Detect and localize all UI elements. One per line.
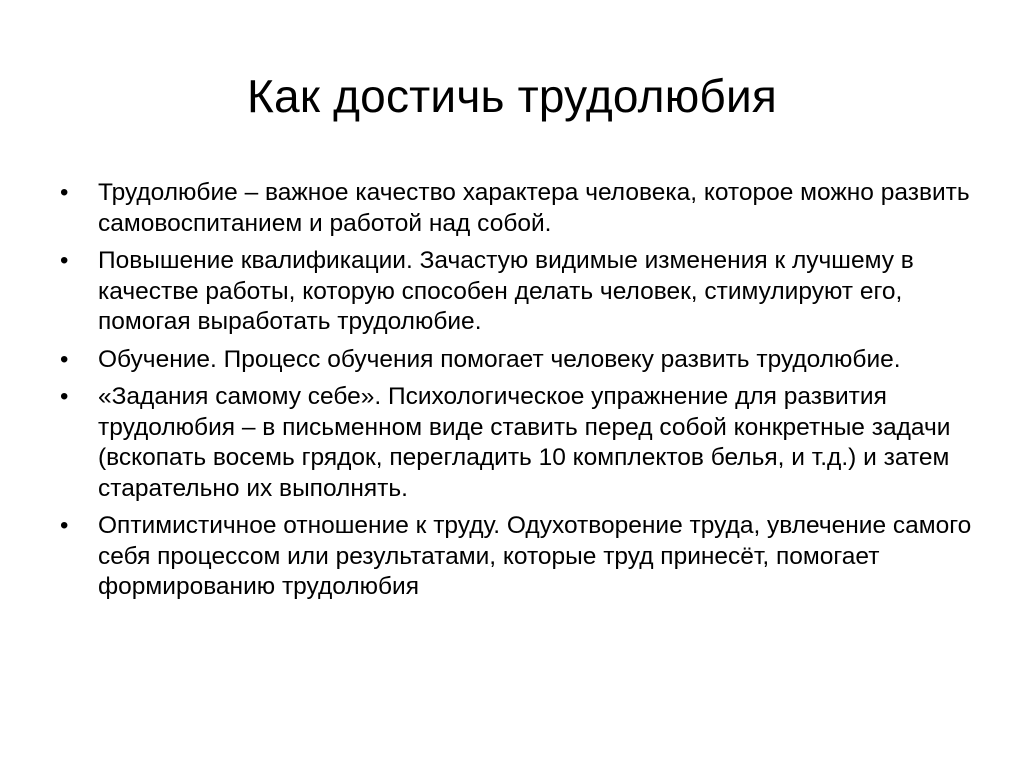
bullet-text: Оптимистичное отношение к труду. Одухотворение труда, увлечение самого себя процессом или результатами, которые труд принесёт, помогает формированию трудолюбия xyxy=(98,512,972,600)
bullet-item xyxy=(56,178,976,239)
bullet-text: Обучение. Процесс обучения помогает человеку развить трудолюбие. xyxy=(98,345,901,373)
bullet-dot-icon: • xyxy=(60,345,69,373)
bullet-item xyxy=(56,345,976,376)
bullet-dot-icon: • xyxy=(60,512,69,539)
bullet-text: «Задания самому себе». Психологическое упражнение для развития трудолюбия – в письменном виде ставить перед собой конкретные задачи (вскопать восемь грядок, перегладить 10 комплектов белья, и т.д.) и затем старательно их выполнять. xyxy=(98,383,951,502)
bullet-dot-icon: • xyxy=(60,179,69,206)
bullet-text: Трудолюбие – важное качество характера человека, которое можно развить самовоспитанием и работой над собой. xyxy=(98,179,970,237)
slide-title: Как достичь трудолюбия xyxy=(247,70,777,122)
bullet-list xyxy=(56,178,976,610)
bullet-item xyxy=(56,246,976,338)
bullet-dot-icon: • xyxy=(60,247,69,274)
bullet-text: Повышение квалификации. Зачастую видимые изменения к лучшему в качестве работы, которую способен делать человек, стимулируют его, помогая выработать трудолюбие. xyxy=(98,247,914,335)
bullet-item xyxy=(56,511,976,603)
bullet-dot-icon: • xyxy=(60,383,69,410)
bullet-item xyxy=(56,382,976,504)
